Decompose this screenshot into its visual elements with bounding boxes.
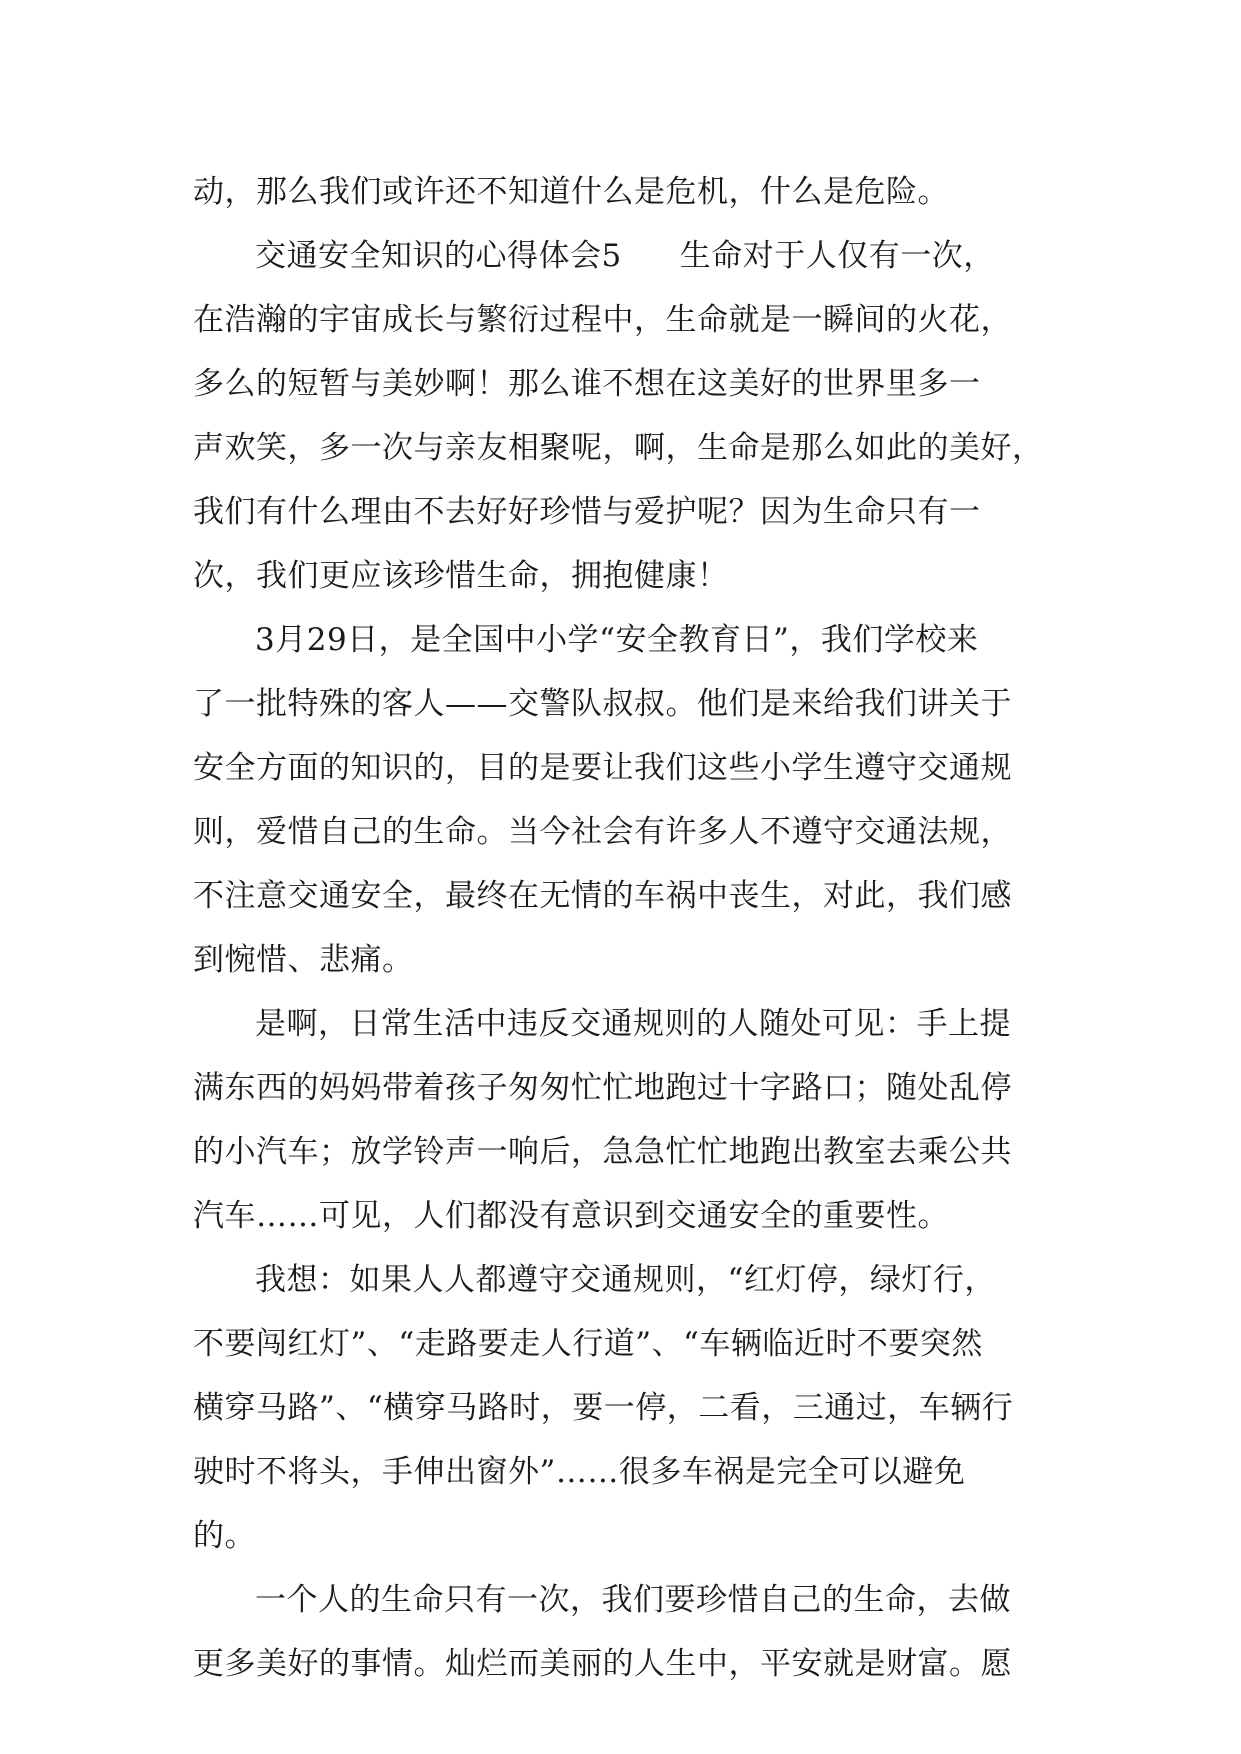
- text-line: 不注意交通安全，最终在无情的车祸中丧生，对此，我们感: [193, 878, 1012, 914]
- text-line: 则，爱惜自己的生命。当今社会有许多人不遵守交通法规，: [193, 814, 1012, 850]
- text-line: 在浩瀚的宇宙成长与繁衍过程中，生命就是一瞬间的火花，: [193, 302, 1012, 338]
- text-line: 一个人的生命只有一次，我们要珍惜自己的生命，去做: [255, 1582, 1011, 1618]
- text-line: 汽车……可见，人们都没有意识到交通安全的重要性。: [193, 1198, 949, 1234]
- text-line: 3月29日，是全国中小学“安全教育日”，我们学校来: [255, 622, 979, 658]
- text-line: 动，那么我们或许还不知道什么是危机，什么是危险。: [193, 174, 949, 210]
- text-line: 横穿马路”、“横穿马路时，要一停，二看，三通过，车辆行: [193, 1390, 1014, 1426]
- text-line: 我们有什么理由不去好好珍惜与爱护呢？因为生命只有一: [193, 494, 981, 530]
- document-body: [193, 160, 1063, 1696]
- text-line: 是啊，日常生活中违反交通规则的人随处可见：手上提: [255, 1006, 1011, 1042]
- text-line: 我想：如果人人都遵守交通规则，“红灯停，绿灯行，: [255, 1262, 996, 1298]
- text-line: 声欢笑，多一次与亲友相聚呢，啊，生命是那么如此的美好，: [193, 430, 1044, 466]
- text-line: 的小汽车；放学铃声一响后，急急忙忙地跑出教室去乘公共: [193, 1134, 1012, 1170]
- text-line: [193, 224, 1063, 288]
- text-line: 不要闯红灯”、“走路要走人行道”、“车辆临近时不要突然: [193, 1326, 983, 1362]
- text-line: 满东西的妈妈带着孩子匆匆忙忙地跑过十字路口；随处乱停: [193, 1070, 1012, 1106]
- text-line: 多么的短暂与美妙啊！那么谁不想在这美好的世界里多一: [193, 366, 981, 402]
- text-line: 次，我们更应该珍惜生命，拥抱健康！: [193, 558, 729, 594]
- text-line: 到惋惜、悲痛。: [193, 942, 414, 978]
- text-line: 更多美好的事情。灿烂而美丽的人生中，平安就是财富。愿: [193, 1646, 1012, 1682]
- text-span: 生命对于人仅有一次，: [679, 238, 995, 274]
- text-line: 的。: [193, 1518, 256, 1554]
- text-line: 驶时不将头，手伸出窗外”……很多车祸是完全可以避免: [193, 1454, 966, 1490]
- section-heading: 交通安全知识的心得体会5: [255, 238, 622, 274]
- text-line: 安全方面的知识的，目的是要让我们这些小学生遵守交通规: [193, 750, 1012, 786]
- text-line: 了一批特殊的客人——交警队叔叔。他们是来给我们讲关于: [193, 686, 1012, 722]
